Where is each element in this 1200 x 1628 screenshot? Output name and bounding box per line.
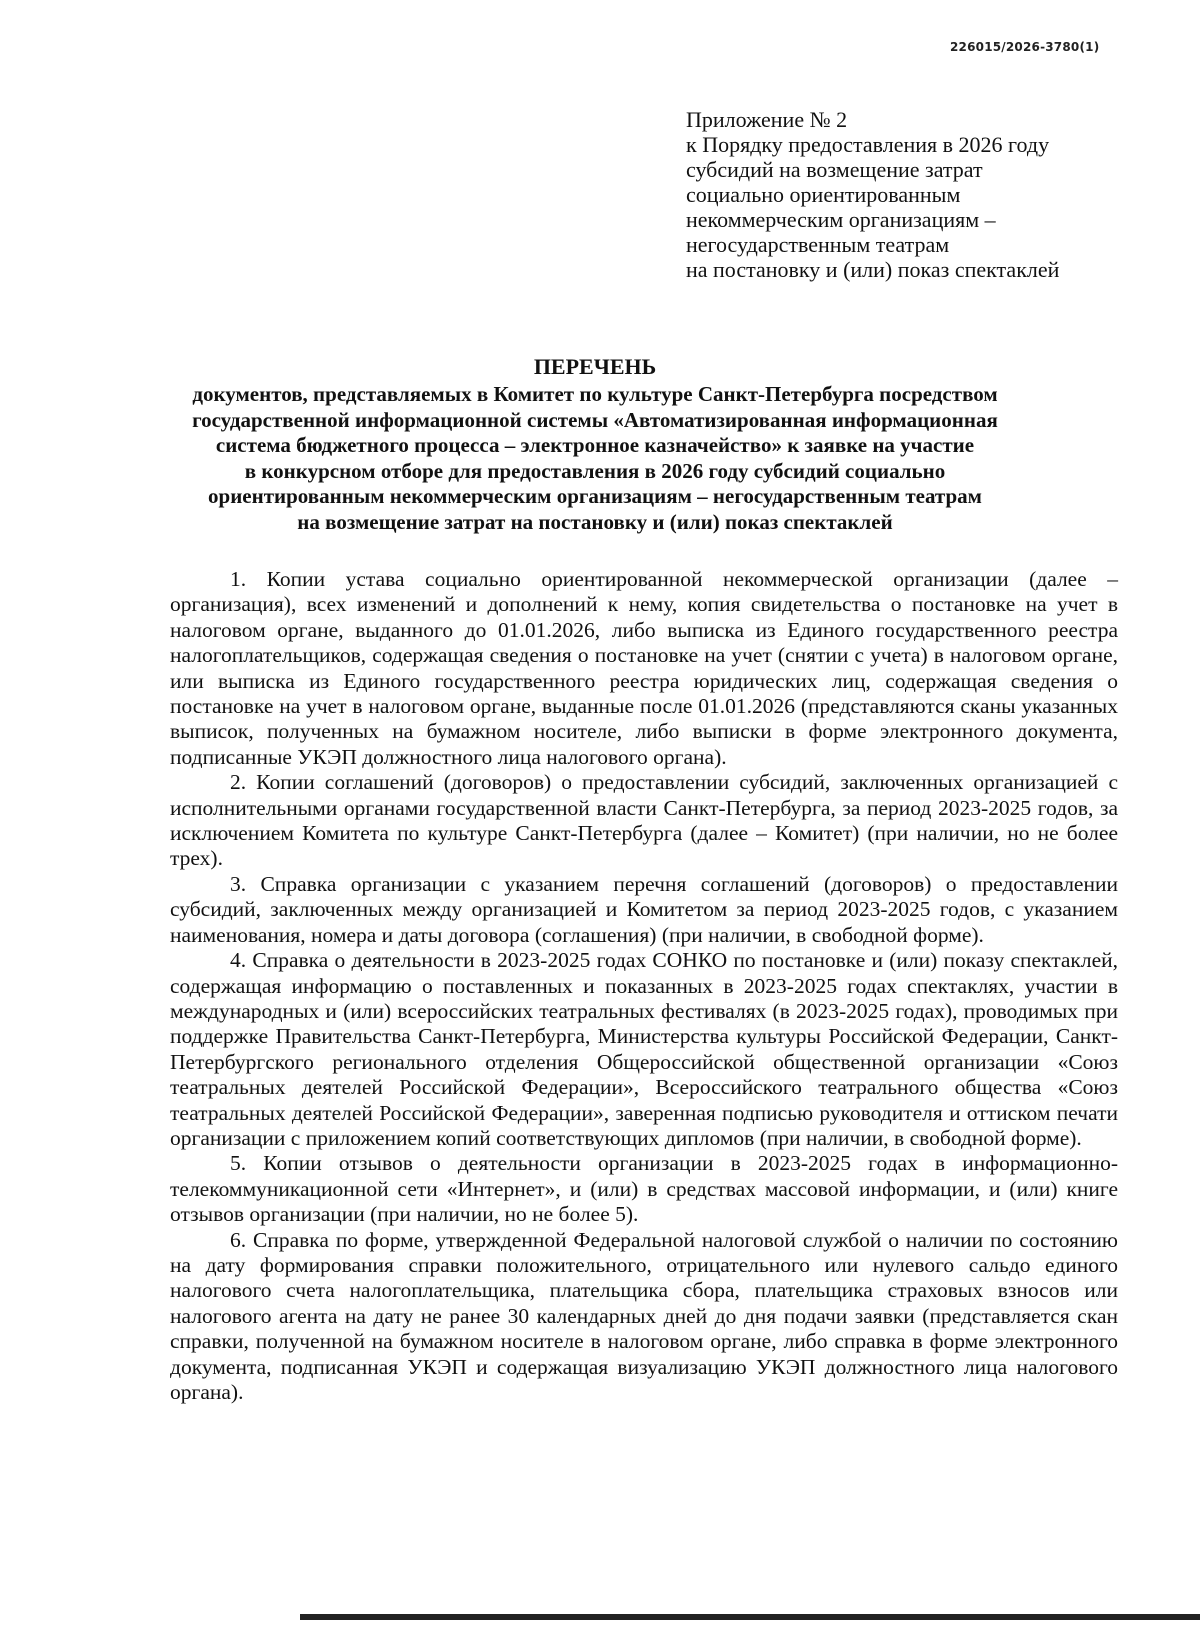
appendix-line: Приложение № 2 <box>686 107 848 132</box>
list-item-2: 2. Копии соглашений (договоров) о предоставлении субсидий, заключенных организацией с исполнительными органами государственной власти Санкт-Петербурга, за период 2023-2025 годов, за исключением Комитета по культуре Санкт-Петербурга (далее – Комитет) (при наличии, но не более трех). <box>170 770 1118 871</box>
appendix-line: негосударственным театрам <box>686 232 950 257</box>
document-number: 226015/2026-3780(1) <box>950 40 1100 54</box>
appendix-line: некоммерческим организациям – <box>686 207 996 232</box>
subtitle-line: государственной информационной системы «Автоматизированная информационная <box>192 407 998 432</box>
subtitle-line: система бюджетного процесса – электронное казначейство» к заявке на участие <box>215 433 975 458</box>
appendix-line: на постановку и (или) показ спектаклей <box>686 257 1060 282</box>
list-item-3: 3. Справка организации с указанием перечня соглашений (договоров) о предоставлении субсидий, заключенных между организацией и Комитетом за период 2023-2025 годов, с указанием наименования, номера и даты договора (соглашения) (при наличии, в свободной форме). <box>170 871 1118 947</box>
list-item-4: 4. Справка о деятельности в 2023-2025 годах СОНКО по постановке и (или) показу спектаклей, содержащая информацию о поставленных и показанных в 2023-2025 годах спектаклях, участии в международных и (или) всероссийских театральных фестивалях (в 2023-2025 годах), проводимых при поддержке Правительства Санкт-Петербурга, Министерства культуры Российской Федерации, Санкт-Петербургского регионального отделения Общероссийской общественной организации «Союз театральных деятелей Российской Федерации», Всероссийского театрального общества «Союз театральных деятелей Российской Федерации», заверенная подписью руководителя и оттиском печати организации с приложением копий соответствующих дипломов (при наличии, в свободной форме). <box>170 948 1118 1150</box>
appendix-line: к Порядку предоставления в 2026 году <box>686 132 1050 157</box>
subtitle-line: на возмещение затрат на постановку и (или) показ спектаклей <box>297 509 893 534</box>
scan-edge-line <box>300 1614 1200 1620</box>
subtitle-line: ориентированным некоммерческим организациям – негосударственным театрам <box>208 484 982 509</box>
list-item-1: 1. Копии устава социально ориентированной некоммерческой организации (далее – организация), всех изменений и дополнений к нему, копия свидетельства о постановке на учет в налоговом органе, выданного до 01.01.2026, либо выписка из Единого государственного реестра налогоплательщиков, содержащая сведения о постановке на учет (снятии с учета) в налоговом органе, или выписка из Единого государственного реестра юридических лиц, содержащая сведения о постановке на учет в налоговом органе, выданные после 01.01.2026 (представляются сканы указанных выписок, полученных на бумажном носителе, либо выписки в форме электронного документа, подписанные УКЭП должностного лица налогового органа). <box>170 567 1118 769</box>
subtitle-line: в конкурсном отборе для предоставления в 2026 году субсидий социально <box>244 458 946 483</box>
appendix-line: социально ориентированным <box>686 182 961 207</box>
appendix-line: субсидий на возмещение затрат <box>686 157 983 182</box>
subtitle-line: документов, представляемых в Комитет по культуре Санкт-Петербурга посредством <box>192 382 998 406</box>
document-title: ПЕРЕЧЕНЬ <box>533 354 657 379</box>
appendix-block <box>686 107 1186 282</box>
document-heading <box>150 354 1040 536</box>
list-item-5: 5. Копии отзывов о деятельности организации в 2023-2025 годах в информационно-телекоммуникационной сети «Интернет», и (или) в средствах массовой информации, и (или) книге отзывов организации (при наличии, но не более 5). <box>170 1151 1118 1227</box>
list-item-6: 6. Справка по форме, утвержденной Федеральной налоговой службой о наличии по состоянию на дату формирования справки положительного, отрицательного или нулевого сальдо единого налогового счета налогоплательщика, плательщика сбора, плательщика страховых взносов или налогового агента на дату не ранее 30 календарных дней до дня подачи заявки (представляется скан справки, полученной на бумажном носителе в налоговом органе, либо справка в форме электронного документа, подписанная УКЭП и содержащая визуализацию УКЭП должностного лица налогового органа). <box>170 1227 1118 1404</box>
document-body <box>170 567 1118 1405</box>
